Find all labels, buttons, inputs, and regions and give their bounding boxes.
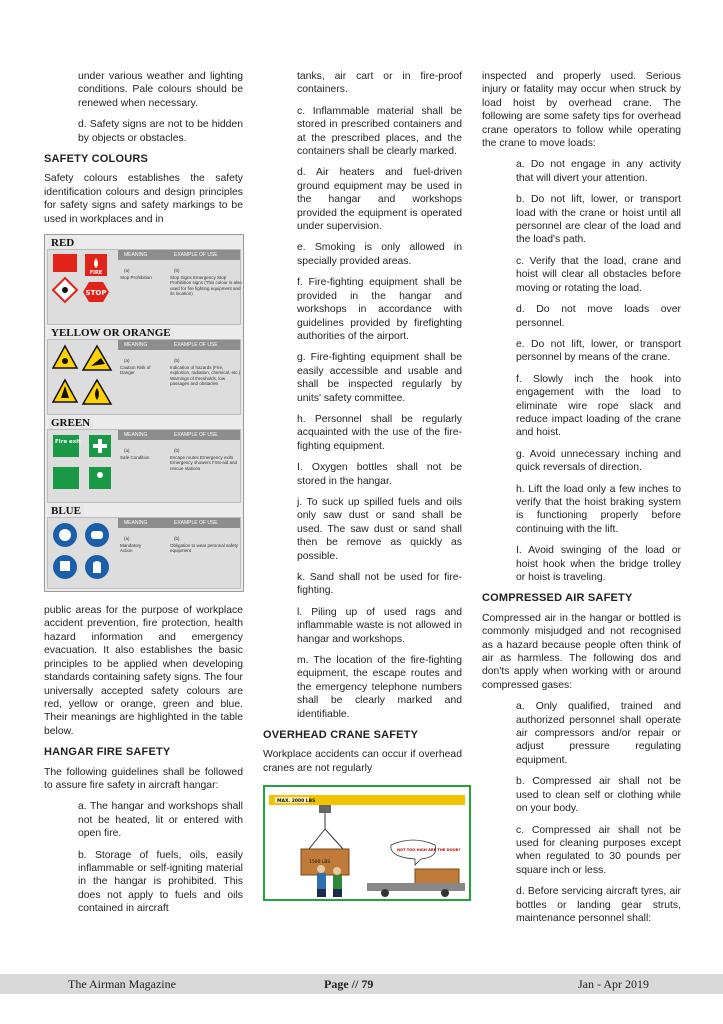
blue-meaning: Mandatory Action (120, 543, 142, 554)
paragraph-crane-c: c. Verify that the load, crane and hoist will clear all obstacles before moving or rotating the load. (516, 255, 681, 294)
paragraph-hangar-k: k. Sand shall not be used for fire-fighting. (297, 572, 462, 597)
safety-colours-figure (44, 234, 244, 592)
heading-hangar-fire-safety: HANGAR FIRE SAFETY (44, 746, 171, 759)
svg-text:FIRE: FIRE (89, 270, 103, 277)
svg-text:MAX. 2000 LBS: MAX. 2000 LBS (277, 799, 316, 805)
paragraph-air-intro: Compressed air in the hangar or bottled is commonly misjudged and not recognised as a hazard because people often think of air as harmless. The following dos and don'ts apply when working with or around compressed gases: (482, 612, 681, 691)
red-meaning: Stop Prohibition (120, 275, 152, 281)
paragraph-safety-colours: Safety colours establishes the safety identification colours and design principles for safety signs and safety markings to be used in workplaces and in (44, 173, 243, 225)
paragraph-crane-h: h. Lift the load only a few inches to verify that the hoist braking system is functioning properly before continuing with the lift. (516, 483, 681, 535)
paragraph-hangar-c: c. Inflammable material shall be stored in prescribed containers and at the prescribed places, and the containers shall be clearly marked. (297, 105, 462, 158)
paragraph-crane-i: I. Avoid swinging of the load or hoist hook when the bridge trolley or hoist is traveling. (516, 545, 681, 583)
svg-text:NOT TOO HIGH ARE THE DOOR?: NOT TOO HIGH ARE THE DOOR? (397, 848, 461, 853)
mandatory-signs-icon (51, 521, 117, 587)
paragraph-hangar-a: a. The hangar and workshops shall not be heated, lit or entered with open fire. (78, 801, 243, 840)
yellow-example: Indication of hazards (Fire, explosion, radiation, chemical, etc.) Warnings of thresholds, low passages and obstacles (170, 365, 241, 387)
heading-overhead-crane-safety: OVERHEAD CRANE SAFETY (263, 729, 419, 742)
overhead-crane-icon (265, 787, 469, 899)
red-band: RED MEANING EXAMPLE OF USE (a) (b) Stop Prohibition Stop Signs Emergency Stop Prohibition signs (This colour is also used for fire fighting equipment and its location) FIRE STOP (47, 237, 241, 325)
footer-page-number: Page // 79 (324, 977, 374, 991)
paragraph-air-b: b. Compressed air shall not be used to clean self or clothing while on your body. (516, 776, 681, 815)
green-meaning: Safe Condition (120, 455, 150, 461)
paragraph-hangar-i: I. Oxygen bottles shall not be stored in the hangar. (297, 462, 462, 487)
blue-band-title: BLUE (48, 505, 84, 518)
red-example: Stop Signs Emergency Stop Prohibition signs (This colour is also used for fire fighting equipment and its location) (170, 275, 242, 297)
paragraph-hangar-d: d. Air heaters and fuel-driven ground equipment may be used in the hangar and workshops provided the equipment is operated under supervision. (297, 167, 462, 233)
paragraph-air-a: a. Only qualified, trained and authorized personnel shall operate air compressors and/or repair or adjust pressure regulating equipment. (516, 701, 681, 766)
paragraph-intro-continued: under various weather and lighting conditions. Pale colours should be renewed when necessary. (78, 71, 243, 109)
paragraph-hangar-intro: The following guidelines shall be followed to assure fire safety in aircraft hangar: (44, 766, 243, 791)
paragraph-air-d: d. Before servicing aircraft tyres, air bottles or landing gear struts, maintenance personnel shall: (516, 886, 681, 924)
svg-text:1500 LBS: 1500 LBS (309, 860, 331, 866)
column-left (44, 70, 243, 924)
red-band-header: MEANING EXAMPLE OF USE (118, 250, 240, 260)
paragraph-hangar-b-continued: tanks, air cart or in fire-proof containers. (297, 71, 462, 96)
paragraph-hangar-j: j. To suck up spilled fuels and oils only saw dust or sand shall be used. The saw dust or sand shall then be remove as quickly as possible. (297, 496, 462, 562)
column-right (482, 70, 681, 933)
paragraph-crane-d: d. Do not move loads over personnel. (516, 304, 681, 329)
paragraph-crane-b: b. Do not lift, lower, or transport load with the crane or hoist until all personnel are clear of the load and the load's path. (516, 194, 681, 246)
safe-condition-signs-icon (51, 433, 117, 501)
svg-text:STOP: STOP (85, 289, 107, 298)
paragraph-hangar-f: f. Fire-fighting equipment shall be provided in the hangar and workshops in accordance with guidelines provided by firefighting authorities of the airport. (297, 277, 462, 342)
yellow-band: YELLOW OR ORANGE MEANING EXAMPLE OF USE (a) (b) Caution Risk of Danger Indication of hazards (Fire, explosion, radiation, chemical, etc.) Warnings of thresholds, low passages and obstacles (47, 327, 241, 415)
crane-illustration (263, 785, 471, 901)
paragraph-crane-f: f. Slowly inch the hook into engagement with the load to eliminate wire rope slack and reduce impact loading of the crane and hoist. (516, 373, 681, 439)
paragraph-hangar-m: m. The location of the fire-fighting equipment, the escape routes and the emergency telephone numbers shall be clearly marked and identifiable. (297, 655, 462, 720)
green-band-title: GREEN (48, 417, 93, 430)
paragraph-air-c: c. Compressed air shall not be used for cleaning purposes except when regulated to 30 pounds per square inch or less. (516, 824, 681, 876)
warning-signs-icon (51, 344, 117, 414)
paragraph-hangar-h: h. Personnel shall be regularly acquainted with the use of the fire-fighting equipment. (297, 413, 462, 452)
paragraph-hangar-b: b. Storage of fuels, oils, easily inflammable or self-igniting material in the hangar is prohibited. This does not apply to fuels and oils contained in aircraft (78, 849, 243, 915)
paragraph-hangar-e: e. Smoking is only allowed in specially provided areas. (297, 242, 462, 267)
paragraph-crane-continued: inspected and properly used. Serious injury or fatality may occur when struck by load hoist by overhead crane. The following are some safety tips for overhead crane operators to follow while operating the crane to move loads: (482, 71, 681, 150)
page-footer (0, 974, 723, 994)
paragraph-crane-a: a. Do not engage in any activity that will divert your attention. (516, 159, 681, 184)
paragraph-crane-e: e. Do not lift, lower, or transport personnel by means of the crane. (516, 338, 681, 364)
paragraph-item-d: d. Safety signs are not to be hidden by objects or obstacles. (78, 119, 243, 144)
red-signs-icon (51, 252, 117, 324)
blue-band: BLUE MEANING EXAMPLE OF USE (a) (b) Mandatory Action Obligation to wear personal safety equipment (47, 505, 241, 589)
yellow-meaning: Caution Risk of Danger (120, 365, 151, 376)
paragraph-crane-g: g. Avoid unnecessary inching and quick reversals of direction. (516, 448, 681, 474)
blue-example: Obligation to wear personal safety equipment (170, 543, 239, 554)
green-example: Escape routes Emergency exits Emergency showers First-aid and rescue stations (170, 455, 238, 471)
heading-safety-colours: SAFETY COLOURS (44, 153, 149, 166)
heading-compressed-air-safety: COMPRESSED AIR SAFETY (482, 592, 633, 605)
paragraph-hangar-g: g. Fire-fighting equipment shall be easily accessible and usable and shall be inspected regularly by units' safety committee. (297, 352, 462, 404)
svg-text:Fire exit: Fire exit (55, 439, 81, 446)
paragraph-hangar-l: l. Piling up of used rags and inflammable waste is not allowed in hangar and workshops. (297, 606, 462, 645)
paragraph-public-areas: public areas for the purpose of workplace accident prevention, fire protection, health hazard information and emergency evacuation. It also establishes the basic principles to be applied when developing standards containing safety signs. The four universally accepted safety colours are red, yellow or orange, green and blue. Their meanings are highlighted in the table below. (44, 605, 243, 737)
yellow-band-title: YELLOW OR ORANGE (48, 327, 174, 340)
paragraph-crane-intro: Workplace accidents can occur if overhead cranes are not regularly (263, 749, 462, 774)
footer-issue-date: Jan - Apr 2019 (578, 977, 649, 991)
green-band: GREEN MEANING EXAMPLE OF USE (a) (b) Safe Condition Escape routes Emergency exits Emergency showers First-aid and rescue stations Fire exit (47, 417, 241, 503)
red-band-title: RED (48, 237, 77, 250)
footer-magazine-title: The Airman Magazine (68, 977, 176, 991)
column-middle (263, 70, 462, 901)
